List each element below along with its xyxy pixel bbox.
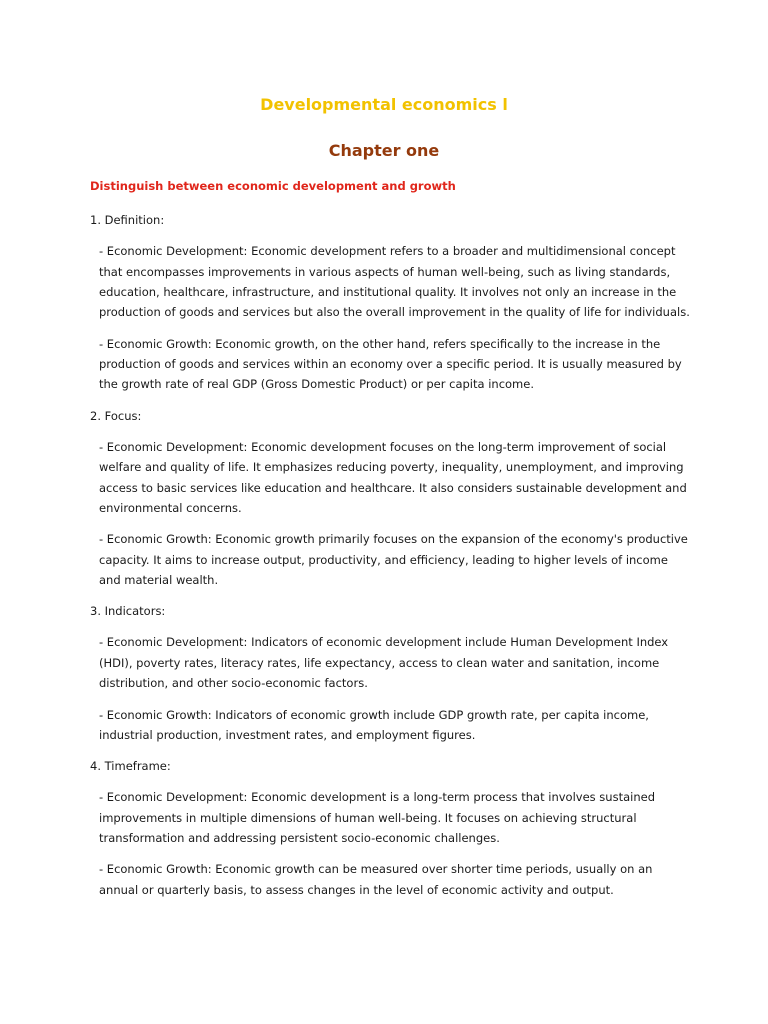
paragraph-definition-growth: - Economic Growth: Economic growth, on the other hand, refers specifically to the increase in the production of goods and services within an economy over a specific period. It is usually measured by the growth rate of real GDP (Gross Domestic Product) or per capita income.	[99, 336, 682, 392]
paragraph-timeframe-growth: - Economic Growth: Economic growth can be measured over shorter time periods, usually on an annual or quarterly basis, to assess changes in the level of economic activity and output.	[99, 862, 653, 897]
paragraph-definition-development: - Economic Development: Economic development refers to a broader and multidimensional concept that encompasses improvements in various aspects of human well-being, such as living standards, education, healthcare, infrastructure, and institutional quality. It involves not only an increase in the production of goods and services but also the overall improvement in the quality of life for individuals.	[99, 244, 690, 320]
section-heading-focus: 2. Focus:	[90, 408, 142, 423]
section-heading-timeframe: 4. Timeframe:	[90, 759, 171, 774]
section-heading-definition: 1. Definition:	[90, 213, 165, 227]
paragraph-focus-growth: - Economic Growth: Economic growth primarily focuses on the expansion of the economy's productive capacity. It aims to increase output, productivity, and efficiency, leading to higher levels of income and material wealth.	[99, 532, 688, 588]
paragraph-focus-development: - Economic Development: Economic development focuses on the long-term improvement of social welfare and quality of life. It emphasizes reducing poverty, inequality, unemployment, and improving access to basic services like education and healthcare. It also considers sustainable development and environmental concerns.	[99, 439, 687, 516]
section-heading: Distinguish between economic development and growth	[90, 179, 456, 193]
paragraph-indicators-growth: - Economic Growth: Indicators of economic growth include GDP growth rate, per capita income, industrial production, investment rates, and employment figures.	[99, 707, 649, 742]
chapter-title: Chapter one	[328, 141, 440, 160]
paragraph-indicators-development: - Economic Development: Indicators of economic development include Human Development Index (HDI), poverty rates, literacy rates, life expectancy, access to clean water and sanitation, income distribution, and other socio-economic factors.	[99, 635, 669, 691]
document-body	[90, 210, 690, 911]
document-title: Developmental economics l	[260, 95, 508, 114]
section-heading-indicators: 3. Indicators:	[90, 604, 166, 619]
paragraph-timeframe-development: - Economic Development: Economic development is a long-term process that involves sustained improvements in multiple dimensions of human well-being. It focuses on achieving structural transformation and addressing persistent socio-economic challenges.	[99, 790, 655, 846]
